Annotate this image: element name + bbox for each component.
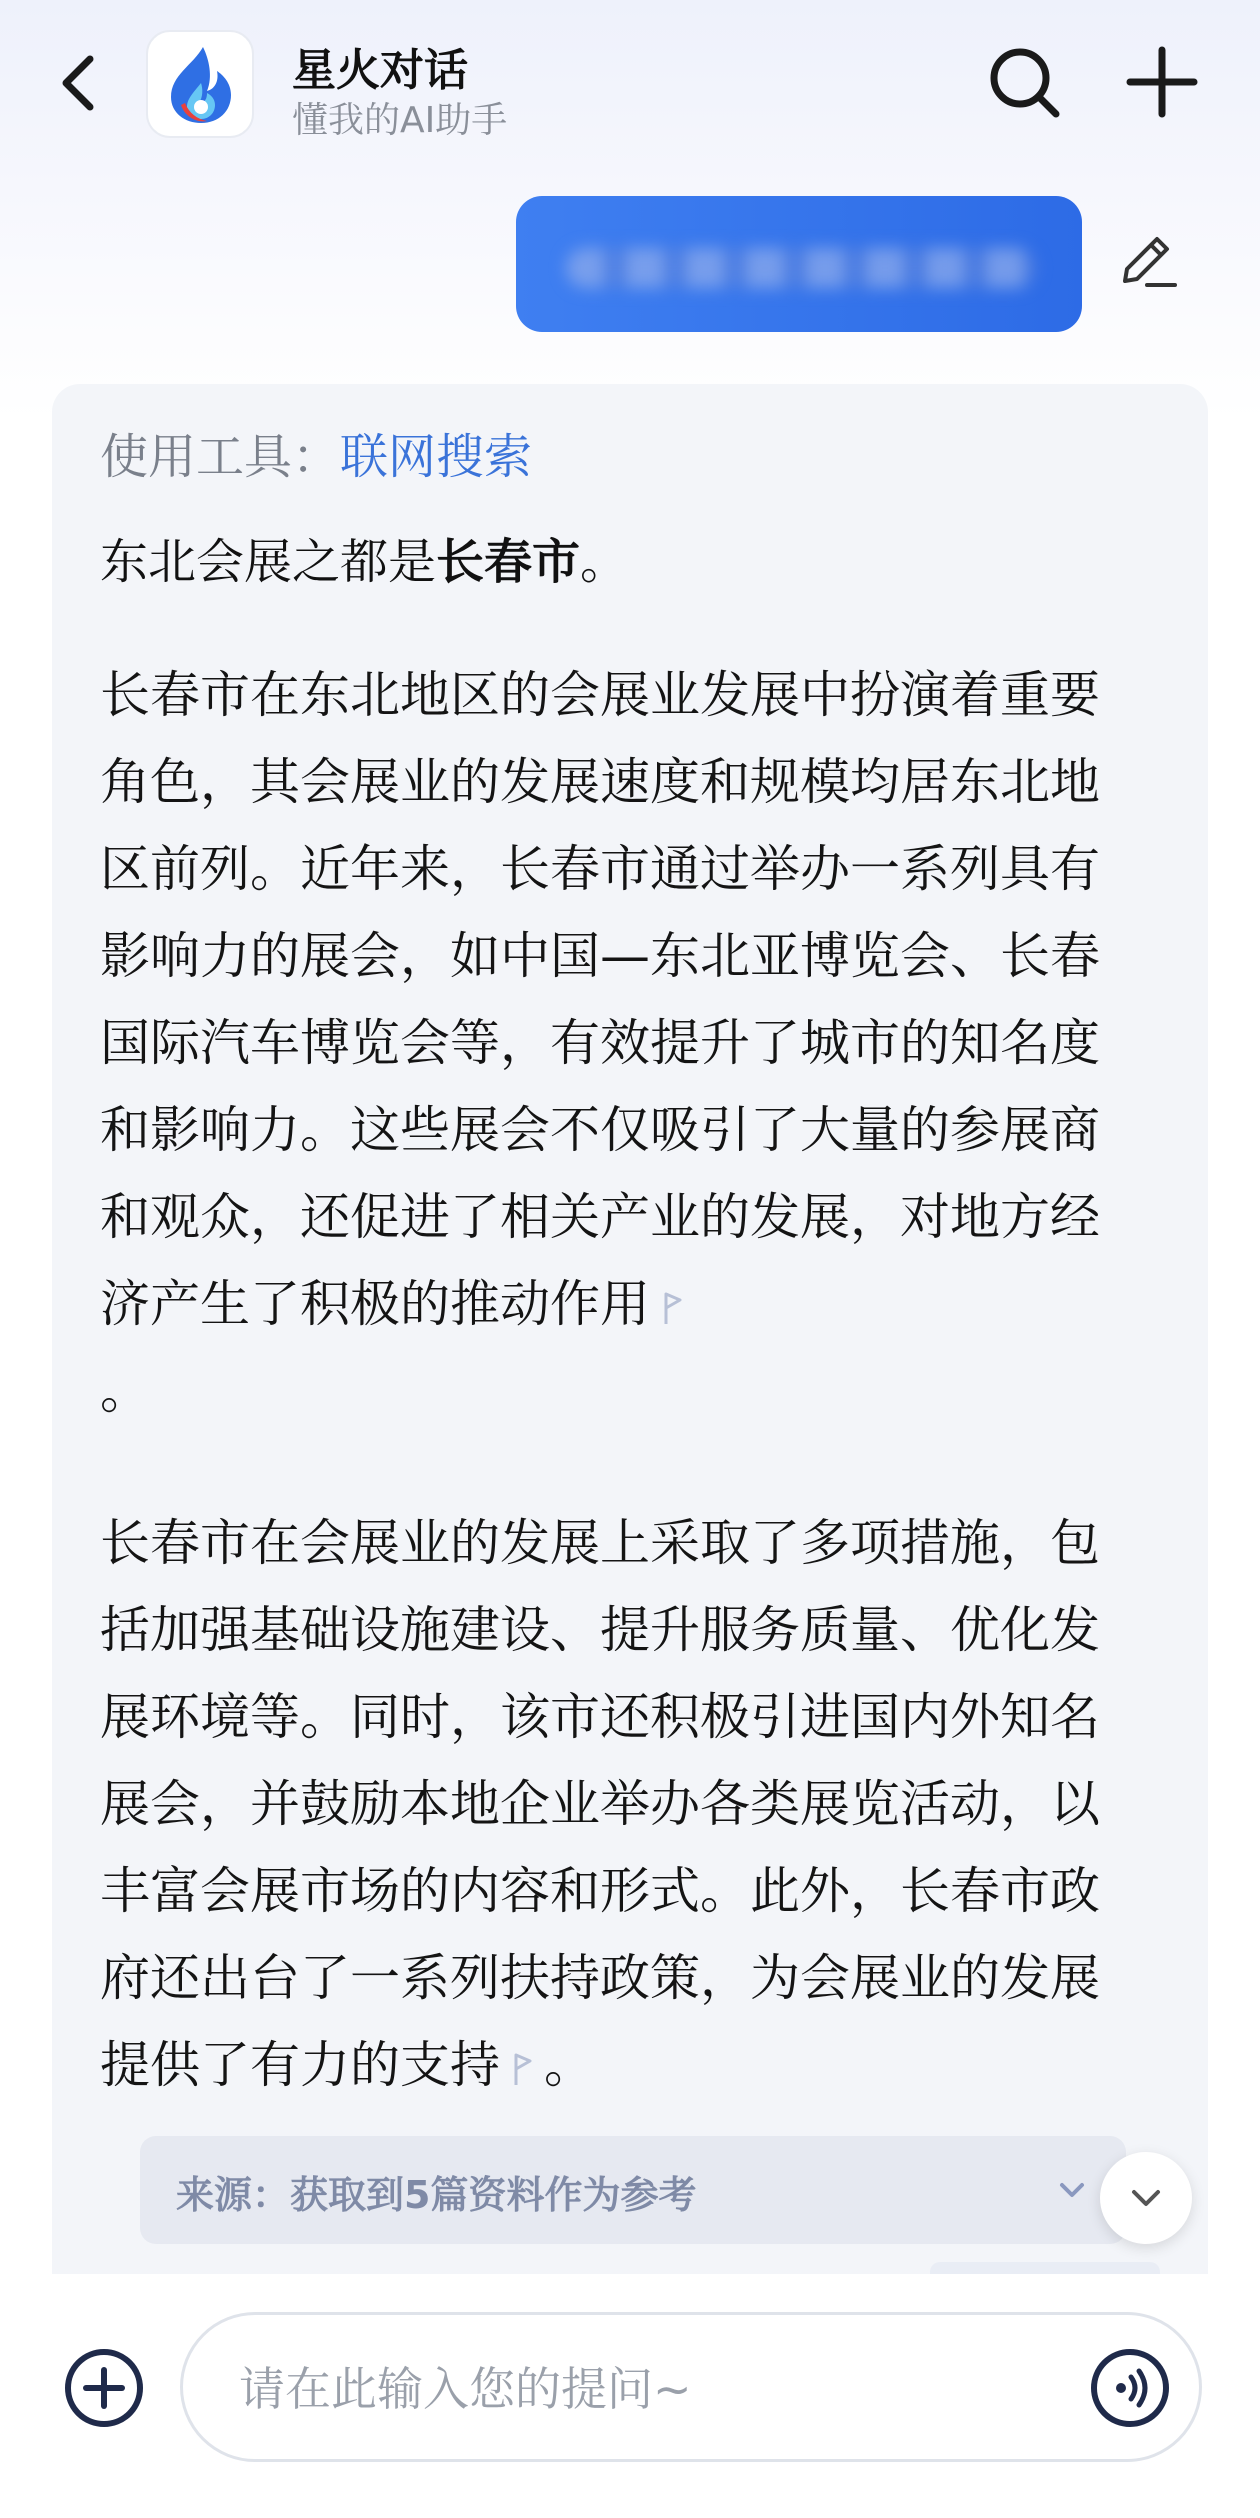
app-logo[interactable] [146,30,254,138]
sources-label: 来源：获取到5篇资料作为参考 [176,2173,697,2217]
paragraph-1-end: 。 [100,1362,150,1420]
plus-icon [1126,46,1198,118]
pencil-icon [1117,229,1179,291]
app-title: 星火对话 [292,45,468,96]
answer-paragraph-2 [100,1500,1120,2109]
attach-button[interactable] [62,2346,146,2430]
search-icon [986,44,1062,120]
blurred-message-text [566,248,1036,288]
app-subtitle: 懂我的AI助手 [292,100,508,141]
question-input[interactable] [239,2357,1039,2421]
voice-input-button[interactable] [1089,2347,1171,2429]
search-button[interactable] [982,40,1066,124]
spark-flame-logo [163,43,237,125]
scroll-down-icon [1124,2176,1168,2220]
new-chat-button[interactable] [1120,40,1204,124]
paragraph-2-end: 。 [544,2036,594,2094]
citation-flag-icon[interactable] [654,1288,690,1328]
citation-flag-icon[interactable] [504,2049,540,2089]
lead-suffix: 。 [580,534,629,590]
edit-message-button[interactable] [1110,222,1186,298]
question-input-box[interactable] [180,2312,1202,2462]
answer-lead [100,523,1130,592]
tool-name-link[interactable]: 联网搜索 [340,429,533,485]
back-button[interactable] [48,48,108,118]
sources-collapsible[interactable] [140,2136,1126,2244]
voice-wave-icon [1089,2347,1171,2429]
user-message-bubble[interactable] [516,196,1082,332]
paragraph-1-text: 长春市在东北地区的会展业发展中扮演着重要角色，其会展业的发展速度和规模均居东北地区前列。近年来，长春市通过举办一系列具有影响力的展会，如中国—东北亚博览会、长春国际汽车博览会等，有效提升了城市的知名度和影响力。这些展会不仅吸引了大量的参展商和观众，还促进了相关产业的发展，对地方经济产生了积极的推动作用 [100,666,1100,1333]
chevron-left-icon [60,53,96,113]
tool-usage-line [100,418,532,487]
lead-bold: 长春市 [436,534,581,590]
scroll-to-bottom-button[interactable] [1100,2152,1192,2244]
plus-circle-icon [62,2346,146,2430]
lead-prefix: 东北会展之都是 [100,534,437,590]
tool-label: 使用工具： [100,429,341,485]
answer-paragraph-1 [100,652,1120,1435]
paragraph-2-text: 长春市在会展业的发展上采取了多项措施，包括加强基础设施建设、提升服务质量、优化发展环境等。同时，该市还积极引进国内外知名展会，并鼓励本地企业举办各类展览活动，以丰富会展市场的内容和形式。此外，长春市政府还出台了一系列扶持政策，为会展业的发展提供了有力的支持 [100,1514,1100,2094]
header [0,0,1260,175]
chevron-down-icon [1052,2170,1092,2210]
